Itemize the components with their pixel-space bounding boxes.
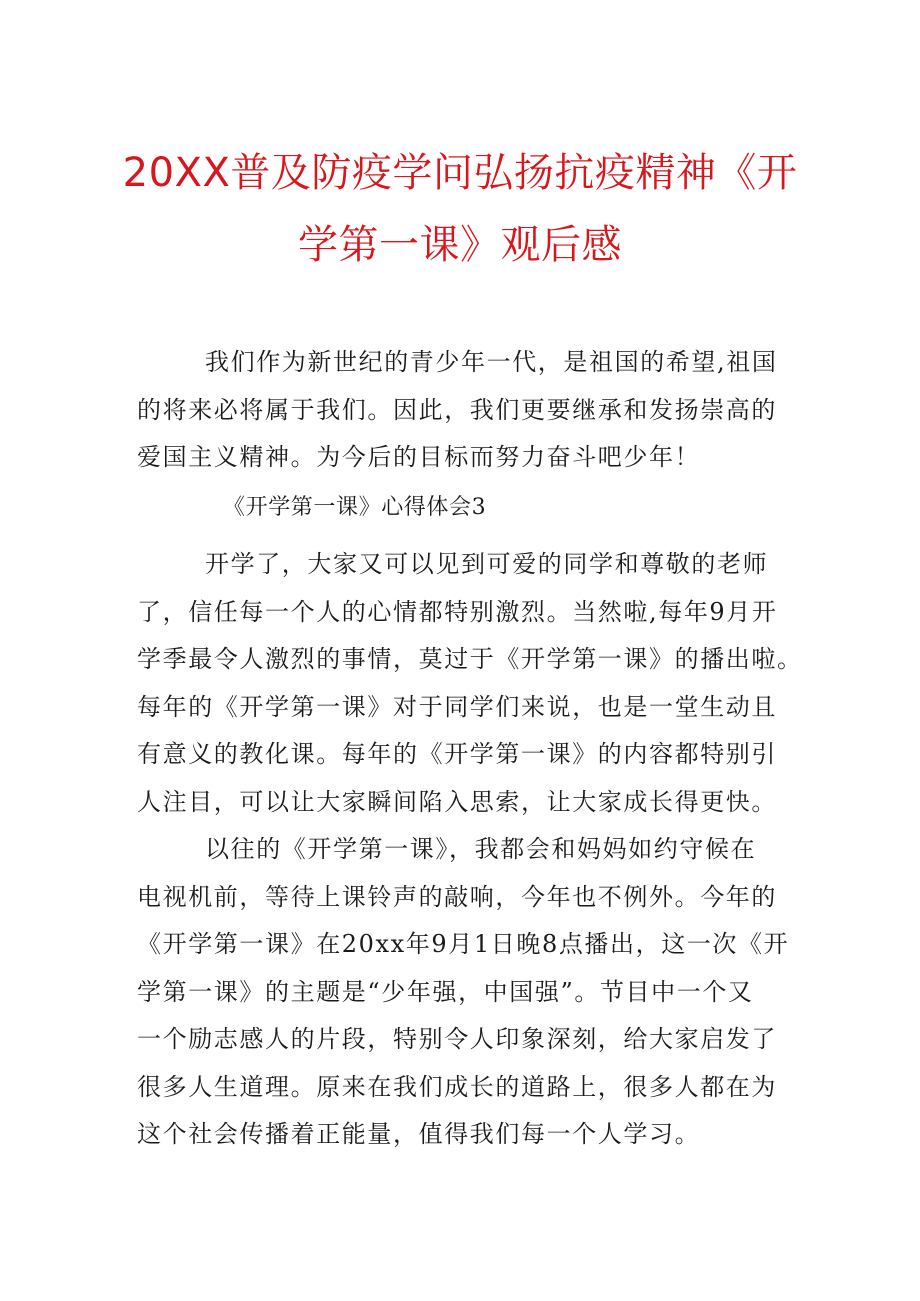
document-title	[100, 137, 820, 281]
paragraph-line: 电视机前，等待上课铃声的敲响，今年也不例外。今年的	[137, 882, 777, 911]
title-line-2: 学第一课》观后感	[298, 222, 622, 268]
paragraph-line: 一个励志感人的片段，特别令人印象深刻，给大家启发了	[137, 1025, 777, 1053]
paragraph-line: 我们作为新世纪的青少年一代，是祖国的希望,祖国	[205, 348, 778, 376]
paragraph-line: 有意义的教化课。每年的《开学第一课》的内容都特别引	[137, 740, 777, 768]
document-body	[137, 339, 803, 1159]
paragraph-3	[137, 826, 797, 1159]
paragraph-line: 以往的《开学第一课》，我都会和妈妈如约守候在	[205, 835, 757, 863]
paragraph-2	[137, 541, 803, 826]
paragraph-line: 人注目，可以让大家瞬间陷入思索，让大家成长得更快。	[137, 787, 777, 816]
paragraph-line: 每年的《开学第一课》对于同学们来说，也是一堂生动且	[137, 692, 777, 721]
paragraph-line: 学季最令人激烈的事情，莫过于《开学第一课》的播出啦。	[137, 645, 803, 673]
paragraph-1	[137, 339, 797, 482]
paragraph-line: 学第一课》的主题是“少年强，中国强”。节目中一个又	[137, 977, 754, 1006]
paragraph-line: 爱国主义精神。为今后的目标而努力奋斗吧少年！	[137, 443, 701, 471]
paragraph-line: 很多人生道理。原来在我们成长的道路上，很多人都在为	[137, 1072, 777, 1101]
paragraph-line: 这个社会传播着正能量，值得我们每一个人学习。	[137, 1120, 701, 1148]
title-line-1: 20XX普及防疫学问弘扬抗疫精神《开	[122, 150, 798, 196]
paragraph-line: 了，信任每一个人的心情都特别激烈。当然啦,每年9月开	[137, 597, 778, 626]
paragraph-line: 的将来必将属于我们。因此，我们更要继承和发扬崇高的	[137, 395, 777, 424]
paragraph-line: 《开学第一课》在20xx年9月1日晚8点播出，这一次《开	[137, 930, 790, 958]
paragraph-line: 开学了，大家又可以见到可爱的同学和尊敬的老师	[205, 550, 769, 578]
section-subheading: 《开学第一课》心得体会3	[223, 494, 487, 520]
